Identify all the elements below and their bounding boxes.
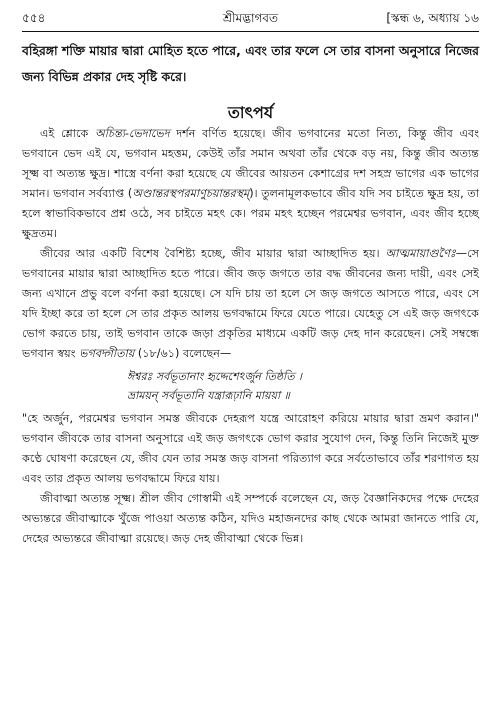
p2-term-1: আত্মমায়াগুণৈঃ <box>385 247 456 260</box>
p1-text-3: )। তুলনামূলকভাবে জীব যদি সব চাইতে ক্ষুদ্র হয়, তা হলে স্বাভাবিকভাবে প্রশ্ন ওঠে, সব চাইতে মহৎ কে। পরম মহৎ হচ্ছেন পরমেশ্বর ভগবান, এবং জীব হচ্ছে ক্ষুদ্রতম। <box>22 187 479 240</box>
purport-paragraph-1 <box>22 124 479 244</box>
quoted-verse <box>22 367 479 405</box>
p1-text-1: এই শ্লোকে <box>40 127 96 140</box>
page-number: ৫৫৪ <box>22 11 46 25</box>
book-title: শ্রীমদ্ভাগবত <box>222 11 278 25</box>
purport-heading: তাৎপর্য <box>227 103 274 122</box>
header-rule <box>22 31 479 32</box>
p1-term-2: অণ্ডান্তরস্থপরমাণুচয়ান্তরস্থম্ <box>132 187 250 200</box>
purport-body <box>22 124 479 549</box>
section-reference: [স্কন্ধ ৬, অধ্যায় ১৬ <box>386 11 479 25</box>
running-header <box>22 8 479 30</box>
purport-paragraph-3: "হে অর্জুন, পরমেশ্বর ভগবান সমস্ত জীবকে দেহরূপ যন্ত্রে আরোহণ করিয়ে মায়ার দ্বারা ভ্রমণ করান।" ভগবান জীবকে তার বাসনা অনুসারে এই জড় জগৎকে ভোগ করার সুযোগ দেন, কিন্তু তিনি নিজেই মুক্ত কণ্ঠে ঘোষণা করেছেন যে, জীব যেন তার সমস্ত জড় বাসনা পরিত্যাগ করে সর্বতোভাবে তাঁর শরণাগত হয় এবং তার প্রকৃত আলয় ভগবদ্ধামে ফিরে যায়। <box>22 412 479 485</box>
p1-text-2: দর্শন বর্ণিত হয়েছে। জীব ভগবানের মতো নিত্য, কিন্তু জীব এবং ভগবানে ভেদ এই যে, ভগবান মহত্তম, কেউই তাঁর সমান অথবা তাঁর থেকে বড় নয়, কিন্তু জীব অত্যন্ত সূক্ষ্ম বা অত্যন্ত ক্ষুদ্র। শাস্ত্রে বর্ণনা করা হয়েছে যে জীবের আয়তন কেশাগ্রের দশ সহস্র ভাগের এক ভাগের সমান। ভগবান সর্বব্যাপ্ত ( <box>22 127 480 200</box>
purport-paragraph-4: জীবাত্মা অত্যন্ত সূক্ষ্ম। শ্রীল জীব গোস্বামী এই সম্পর্কে বলেছেন যে, জড় বৈজ্ঞানিকদের পক্ষে দেহের অভ্যন্তরে জীবাত্মাকে খুঁজে পাওয়া অত্যন্ত কঠিন, যদিও মহাজনদের কাছ থেকে আমরা জানতে পারি যে, দেহের অভ্যন্তরে জীবাত্মা রয়েছে। জড় দেহ জীবাত্মা থেকে ভিন্ন। <box>22 492 479 545</box>
purport-paragraph-2 <box>22 244 479 364</box>
p2-text-3: (১৮/৬১) বলেছেন— <box>134 347 232 360</box>
p2-text-2: —সে ভগবানের মায়ার দ্বারা আচ্ছাদিত হতে পারে। জীব জড় জগতে তার বদ্ধ জীবনের জন্য দায়ী, এবং সেই জন্য এখানে প্রভু বলে বর্ণনা করা হয়েছে। সে যদি চায় তা হলে সে জড় জগতে আসতে পারে, এবং সে যদি ইচ্ছা করে তা হলে সে তার প্রকৃত আলয় ভগবদ্ধামে ফিরে যেতে পারে। যেহেতু সে এই জড় জগৎকে ভোগ করতে চায়, তাই ভগবান তাকে জড়া প্রকৃতির মাধ্যমে একটি জড় দেহ দান করেছেন। সেই সম্বন্ধে ভগবান স্বয়ং <box>22 247 479 360</box>
p2-term-2: ভগবদ্গীতায় <box>79 347 135 360</box>
translation-text: বহিরঙ্গা শক্তি মায়ার দ্বারা মোহিত হতে পারে, এবং তার ফলে সে তার বাসনা অনুসারে নিজের জন্য বিভিন্ন প্রকার দেহ সৃষ্টি করে। <box>22 43 479 84</box>
verse-line-1: ঈশ্বরঃ সর্বভূতানাং হৃদ্দেশেঽর্জুন তিষ্ঠতি । <box>127 370 302 383</box>
verse-line-2: ভ্রাময়ন্ সর্বভূতানি যন্ত্রারূঢ়ানি মায়য়া ॥ <box>127 389 290 402</box>
p2-text-1: জীবের আর একটি বিশেষ বৈশিষ্ট্য হচ্ছে, জীব মায়ার দ্বারা আচ্ছাদিত হয়। <box>40 247 386 260</box>
p1-term-1: অচিন্ত্য-ভেদাভেদ <box>95 127 170 140</box>
